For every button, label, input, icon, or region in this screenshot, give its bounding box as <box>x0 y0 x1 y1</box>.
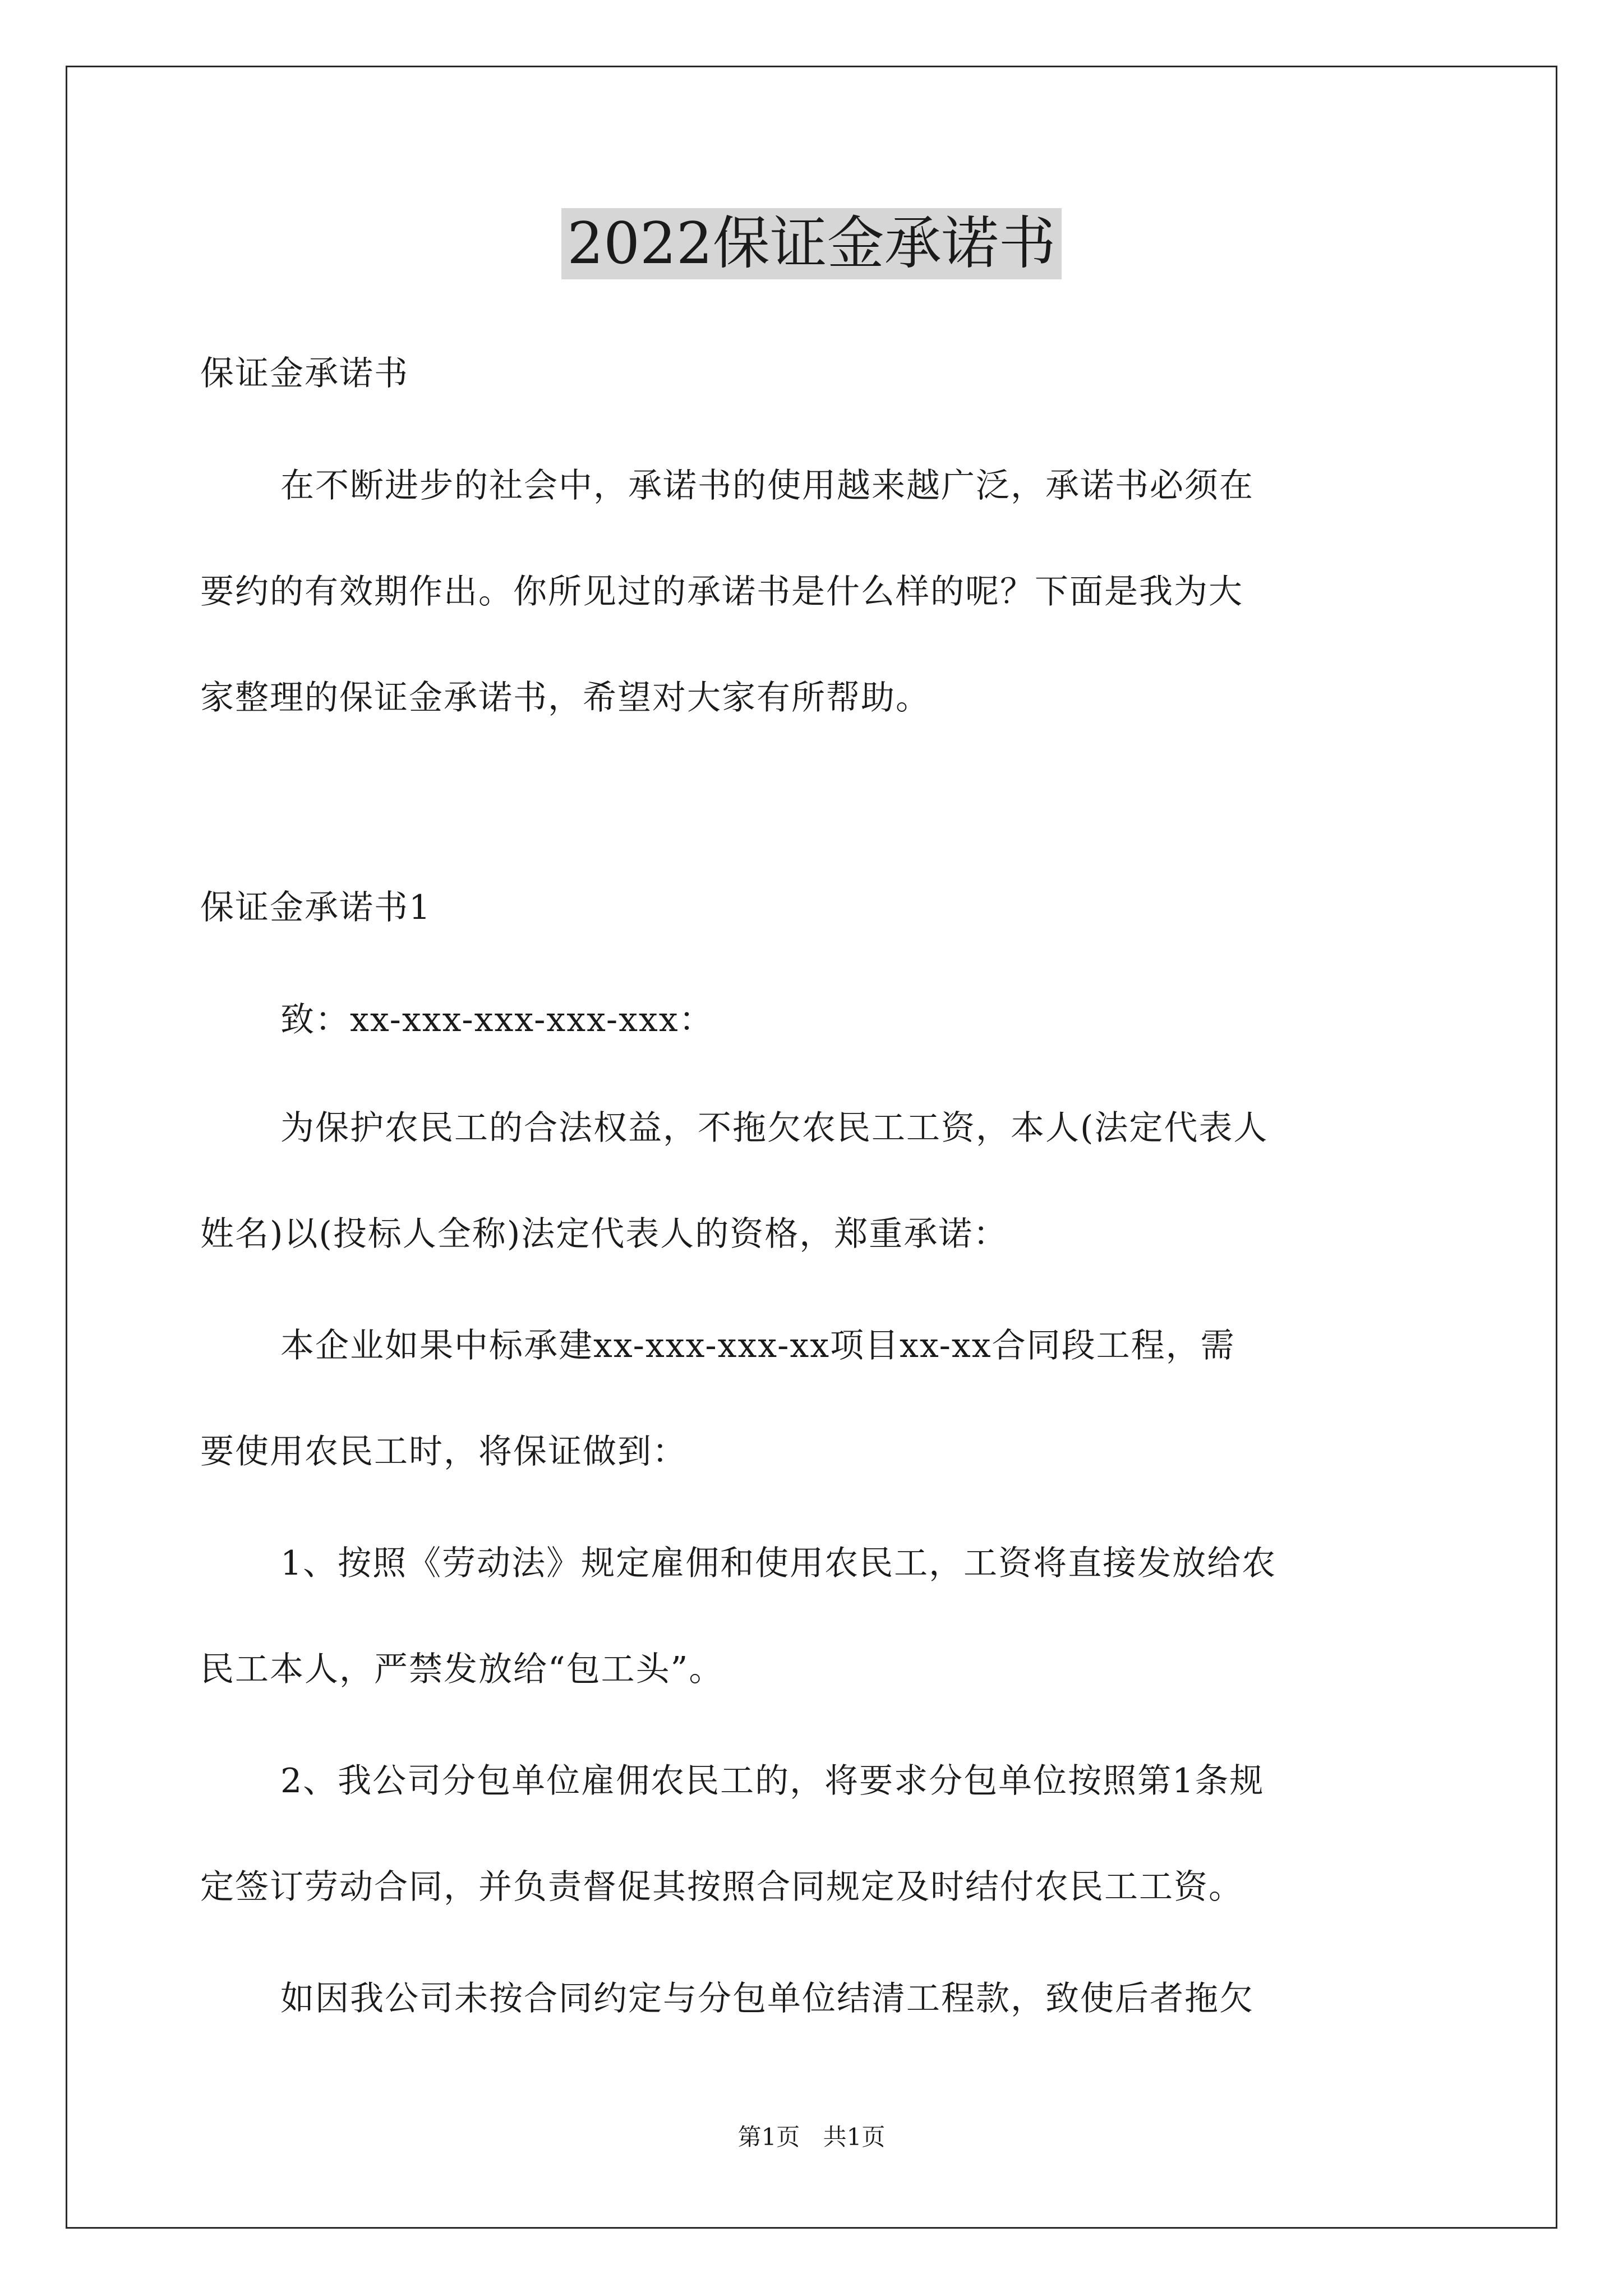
current-page-label: 第1页 <box>737 2123 800 2151</box>
paragraph-line: 定签订劳动合同，并负责督促其按照合同规定及时结付农民工工资。 <box>200 1867 1243 1907</box>
paragraph-line: 致：xx-xxx-xxx-xxx-xxx： <box>280 1000 714 1039</box>
paragraph-line: 姓名)以(投标人全称)法定代表人的资格，郑重承诺： <box>200 1214 1008 1254</box>
paragraph-line: 1、按照《劳动法》规定雇佣和使用农民工，工资将直接发放给农 <box>280 1544 1277 1583</box>
paragraph-line: 本企业如果中标承建xx-xxx-xxx-xx项目xx-xx合同段工程，需 <box>280 1326 1235 1365</box>
paragraph-line: 在不断进步的社会中，承诺书的使用越来越广泛，承诺书必须在 <box>280 466 1254 505</box>
paragraph-line: 为保护农民工的合法权益，不拖欠农民工工资，本人(法定代表人 <box>280 1108 1269 1148</box>
section-heading: 保证金承诺书 <box>200 354 409 393</box>
paragraph-line: 要约的有效期作出。你所见过的承诺书是什么样的呢？下面是我为大 <box>200 572 1243 611</box>
paragraph-line: 如因我公司未按合同约定与分包单位结清工程款，致使后者拖欠 <box>280 1979 1254 2018</box>
paragraph-line: 民工本人，严禁发放给“包工头”。 <box>200 1650 724 1689</box>
paragraph-line: 要使用农民工时，将保证做到： <box>200 1432 687 1471</box>
document-title: 2022保证金承诺书 <box>0 205 1623 283</box>
paragraph-line: 家整理的保证金承诺书，希望对大家有所帮助。 <box>200 678 930 717</box>
page-footer <box>0 2123 1623 2151</box>
total-pages-label: 共1页 <box>823 2123 886 2151</box>
section-heading: 保证金承诺书1 <box>200 888 432 927</box>
paragraph-line: 2、我公司分包单位雇佣农民工的，将要求分包单位按照第1条规 <box>280 1761 1265 1801</box>
